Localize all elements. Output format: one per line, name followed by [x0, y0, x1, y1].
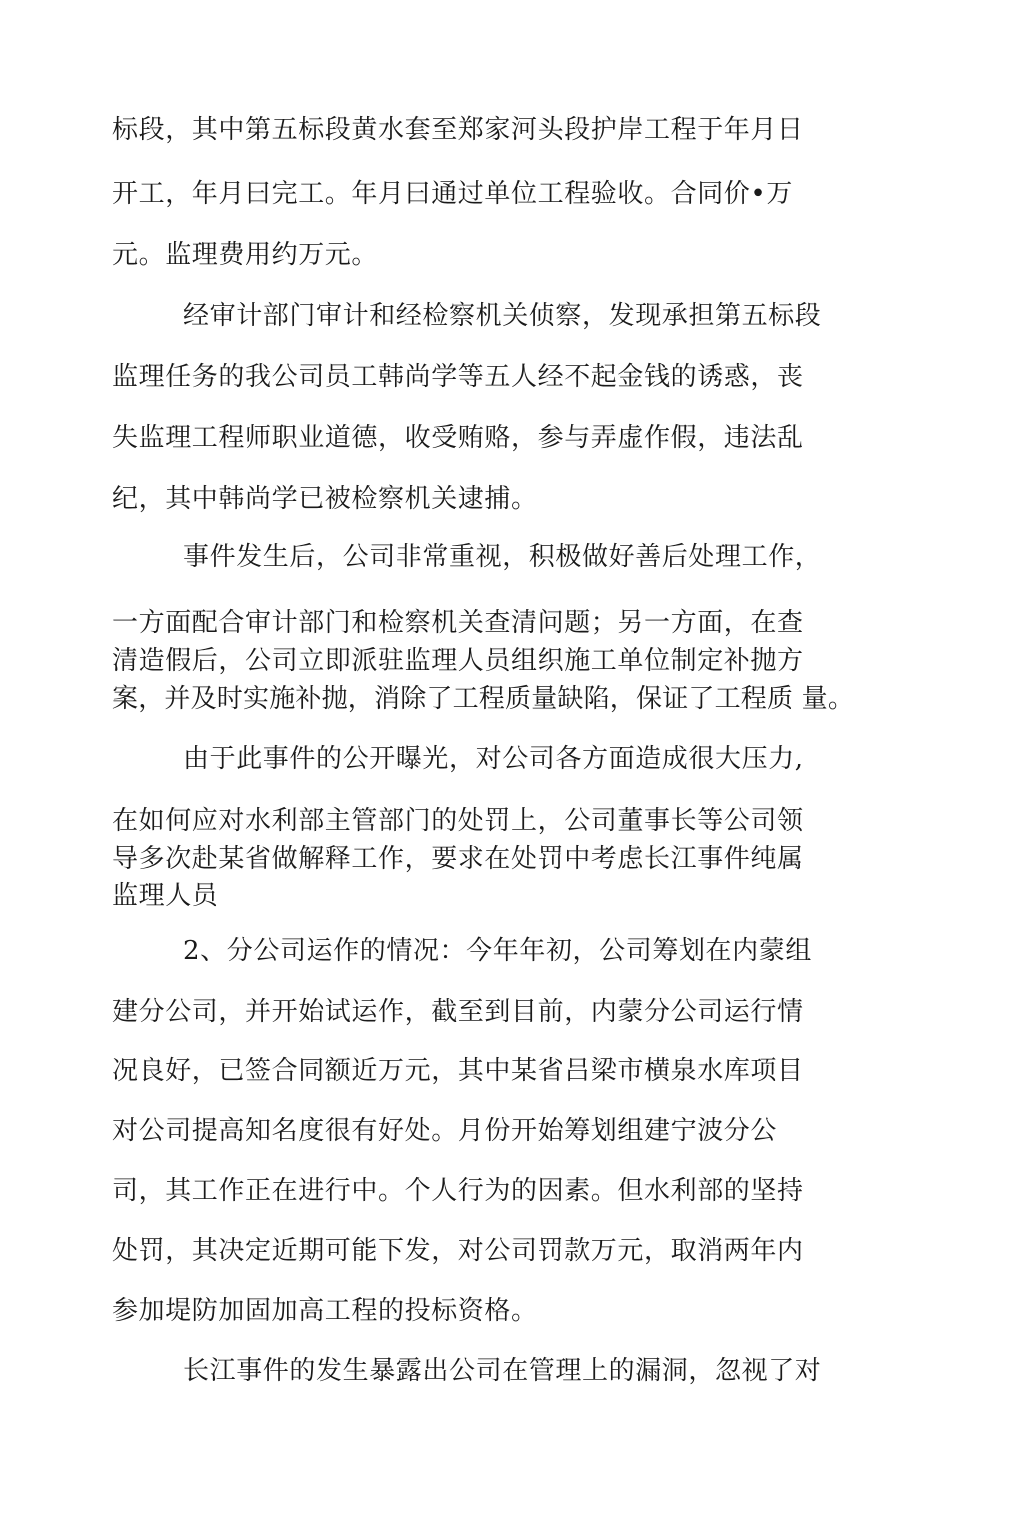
paragraph-start-line: 由于此事件的公开曝光，对公司各方面造成很大压力,: [183, 744, 804, 774]
paragraph-start-line: 长江事件的发生暴露出公司在管理上的漏洞，忽视了对: [183, 1356, 822, 1386]
text-line: 案，并及时实施补抛，消除了工程质量缺陷，保证了工程质 量。: [112, 684, 855, 714]
text-line: 况良好，已签合同额近万元，其中某省吕梁市横泉水库项目: [112, 1056, 804, 1086]
text-line: 处罚，其决定近期可能下发，对公司罚款万元，取消两年内: [112, 1236, 804, 1266]
text-line: 纪，其中韩尚学已被检察机关逮捕。: [112, 484, 538, 514]
text-line: 导多次赴某省做解释工作，要求在处罚中考虑长江事件纯属: [112, 844, 804, 874]
text-line: 清造假后，公司立即派驻监理人员组织施工单位制定补抛方: [112, 646, 804, 676]
text-line: 监理人员: [112, 881, 219, 911]
text-line: 监理任务的我公司员工韩尚学等五人经不起金钱的诱惑，丧: [112, 362, 804, 392]
text-line: 参加堤防加固加高工程的投标资格。: [112, 1296, 538, 1326]
text-line: 在如何应对水利部主管部门的处罚上，公司董事长等公司领: [112, 806, 804, 836]
text-line: 标段，其中第五标段黄水套至郑家河头段护岸工程于年月日: [112, 115, 804, 145]
text-line: 失监理工程师职业道德，收受贿赂，参与弄虚作假，违法乱: [112, 423, 804, 453]
text-line: 一方面配合审计部门和检察机关查清问题；另一方面，在查: [112, 608, 804, 638]
text-line: 建分公司，并开始试运作，截至到目前，内蒙分公司运行情: [112, 997, 804, 1027]
text-line: 元。监理费用约万元。: [112, 240, 379, 270]
paragraph-start-line: 2、分公司运作的情况：今年年初，公司筹划在内蒙组: [183, 936, 812, 966]
text-line: 开工，年月曰完工。年月曰通过单位工程验收。合同价•万: [112, 179, 793, 209]
text-line: 对公司提高知名度很有好处。月份开始筹划组建宁波分公: [112, 1116, 778, 1146]
text-line: 司，其工作正在进行中。个人行为的因素。但水利部的坚持: [112, 1176, 804, 1206]
paragraph-start-line: 经审计部门审计和经检察机关侦察，发现承担第五标段: [183, 301, 822, 331]
paragraph-start-line: 事件发生后，公司非常重视，积极做好善后处理工作，: [183, 542, 822, 572]
